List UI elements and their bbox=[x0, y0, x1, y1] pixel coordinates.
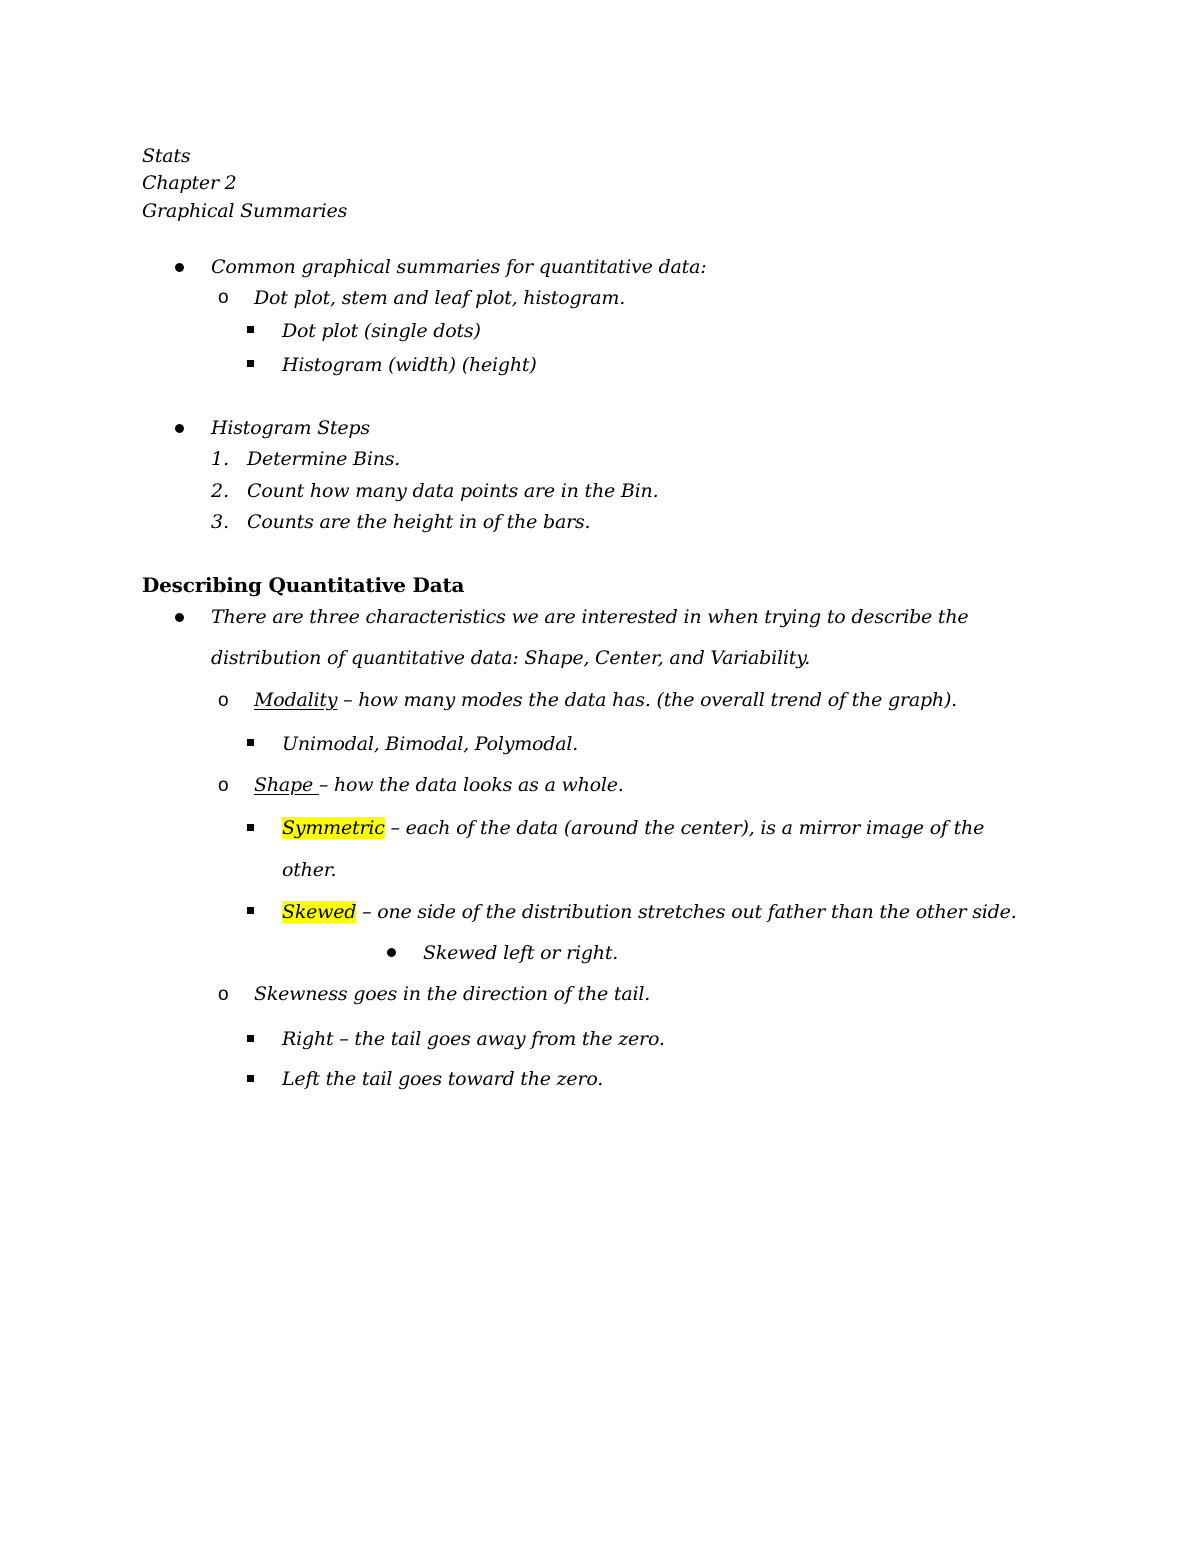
list-item-left-skew: Left the tail goes toward the zero. bbox=[282, 1068, 604, 1090]
shape-definition: – how the data looks as a whole. bbox=[318, 774, 624, 796]
list-item-modality-types: Unimodal, Bimodal, Polymodal. bbox=[282, 733, 579, 755]
list-item-right-skew: Right – the tail goes away from the zero. bbox=[282, 1028, 665, 1050]
list-item-histogram: Histogram (width) (height) bbox=[282, 354, 537, 376]
doc-chapter: Chapter 2 bbox=[142, 172, 237, 194]
bullet-square-marker bbox=[247, 360, 254, 367]
list-item-modality bbox=[254, 688, 957, 712]
list-item-symmetric bbox=[282, 816, 984, 840]
modality-definition: – how many modes the data has. (the overall trend of the graph). bbox=[337, 689, 957, 711]
list-item-shape bbox=[254, 773, 624, 797]
step-number: 1. bbox=[211, 448, 230, 470]
bullet-circle-marker: o bbox=[218, 690, 229, 711]
bullet-circle-marker: o bbox=[218, 775, 229, 796]
section-heading: Describing Quantitative Data bbox=[142, 573, 465, 597]
bullet-square-marker bbox=[247, 1035, 254, 1042]
list-item-histogram-steps: Histogram Steps bbox=[211, 417, 370, 439]
doc-title: Stats bbox=[142, 145, 191, 167]
list-item-skewed bbox=[282, 900, 1017, 924]
bullet-disc-marker bbox=[175, 263, 184, 272]
doc-subtitle: Graphical Summaries bbox=[142, 200, 348, 222]
bullet-circle-marker: o bbox=[218, 984, 229, 1005]
list-item-graphical-summaries: Common graphical summaries for quantitative data: bbox=[211, 256, 707, 278]
term-shape: Shape bbox=[254, 774, 319, 796]
bullet-disc-marker bbox=[387, 948, 396, 957]
list-item-dot-plot: Dot plot (single dots) bbox=[282, 320, 481, 342]
list-item-characteristics-cont: distribution of quantitative data: Shape, Center, and Variability. bbox=[211, 647, 811, 669]
term-modality: Modality bbox=[254, 689, 338, 711]
step-item: Count how many data points are in the Bin. bbox=[247, 480, 659, 502]
list-item-skewed-direction: Skewed left or right. bbox=[423, 942, 619, 964]
bullet-square-marker bbox=[247, 739, 254, 746]
bullet-square-marker bbox=[247, 824, 254, 831]
term-skewed-highlighted: Skewed bbox=[282, 901, 357, 923]
bullet-square-marker bbox=[247, 326, 254, 333]
bullet-circle-marker: o bbox=[218, 287, 229, 308]
bullet-disc-marker bbox=[175, 424, 184, 433]
list-item-skewness: Skewness goes in the direction of the tail. bbox=[254, 983, 651, 1005]
symmetric-definition: – each of the data (around the center), is a mirror image of the bbox=[384, 817, 985, 839]
skewed-definition: – one side of the distribution stretches out father than the other side. bbox=[356, 901, 1017, 923]
bullet-square-marker bbox=[247, 907, 254, 914]
step-number: 2. bbox=[211, 480, 230, 502]
step-number: 3. bbox=[211, 511, 230, 533]
list-item-characteristics: There are three characteristics we are interested in when trying to describe the bbox=[211, 606, 969, 628]
term-symmetric-highlighted: Symmetric bbox=[282, 817, 385, 839]
list-item-symmetric-cont: other. bbox=[282, 859, 337, 881]
bullet-disc-marker bbox=[175, 613, 184, 622]
step-item: Determine Bins. bbox=[247, 448, 401, 470]
list-item-plot-types: Dot plot, stem and leaf plot, histogram. bbox=[254, 287, 626, 309]
step-item: Counts are the height in of the bars. bbox=[247, 511, 591, 533]
bullet-square-marker bbox=[247, 1075, 254, 1082]
